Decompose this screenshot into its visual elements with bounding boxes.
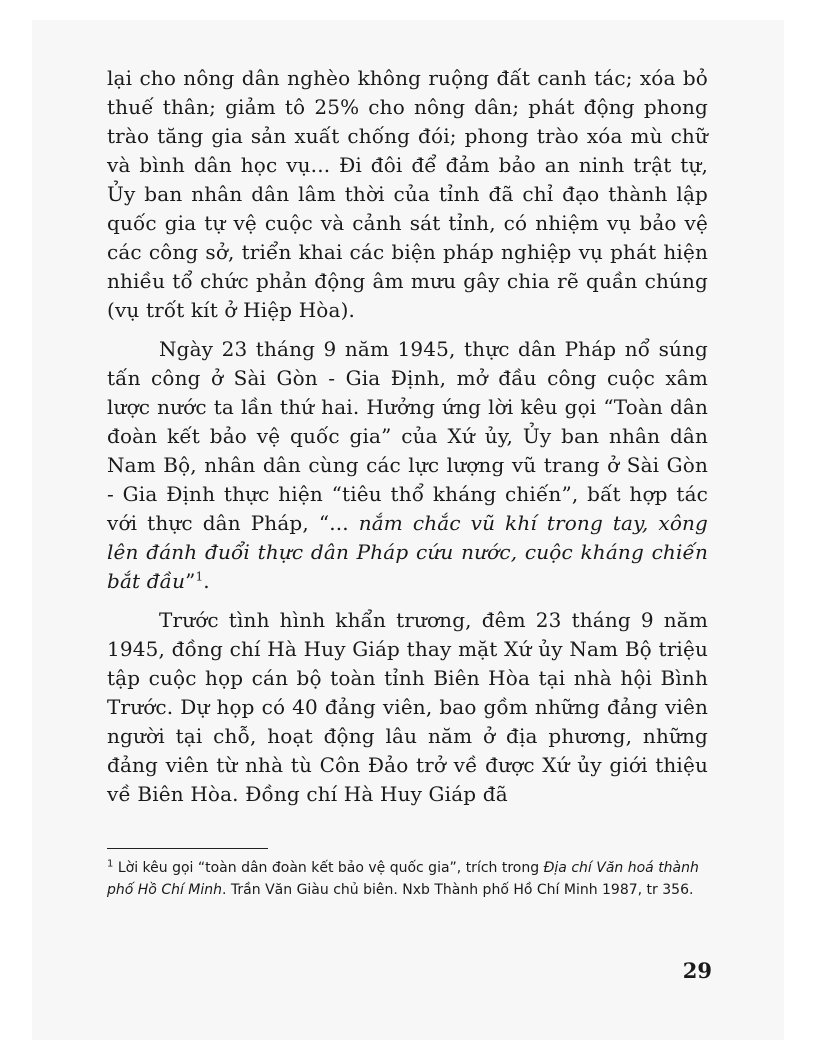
footnote-divider [107,848,268,849]
page-number: 29 [682,958,712,983]
paragraph-2-quote-close: ” [185,569,196,593]
paragraph-2 [107,335,708,596]
paragraph-2-end: . [203,569,210,593]
paragraph-1: lại cho nông dân nghèo không ruộng đất canh tác; xóa bỏ thuế thân; giảm tô 25% cho nông dân; phát động phong trào tăng gia sản xuất chống đói; phong trào xóa mù chữ và bình dân học vụ... Đi đôi để đảm bảo an ninh trật tự, Ủy ban nhân dân lâm thời của tỉnh đã chỉ đạo thành lập quốc gia tự vệ cuộc và cảnh sát tỉnh, có nhiệm vụ bảo vệ các công sở, triển khai các biện pháp nghiệp vụ phát hiện nhiều tổ chức phản động âm mưu gây chia rẽ quần chúng (vụ trốt kít ở Hiệp Hòa). [107,66,708,322]
footnote-tail: . Trần Văn Giàu chủ biên. Nxb Thành phố Hồ Chí Minh 1987, tr 356. [222,882,694,898]
footnote-source: Địa chí Văn hoá thành phố Hồ Chí Minh [107,860,699,898]
footnote-lead: Lời kêu gọi “toàn dân đoàn kết bảo vệ quốc gia”, trích trong [113,860,544,876]
footnote-marker: 1 [107,858,114,870]
paragraph-2-lead: Ngày 23 tháng 9 năm 1945, thực dân Pháp nổ súng tấn công ở Sài Gòn - Gia Định, mở đầu công cuộc xâm lược nước ta lần thứ hai. Hưởng ứng lời kêu gọi “Toàn dân đoàn kết bảo vệ quốc gia” của Xứ ủy, Ủy ban nhân dân Nam Bộ, nhân dân cùng các lực lượng vũ trang ở Sài Gòn - Gia Định thực hiện “tiêu thổ kháng chiến”, bất hợp tác với thực dân Pháp, “... [107,337,708,535]
paragraph-3: Trước tình hình khẩn trương, đêm 23 tháng 9 năm 1945, đồng chí Hà Huy Giáp thay mặt Xứ ủy Nam Bộ triệu tập cuộc họp cán bộ toàn tỉnh Biên Hòa tại nhà hội Bình Trước. Dự họp có 40 đảng viên, bao gồm những đảng viên người tại chỗ, hoạt động lâu năm ở địa phương, những đảng viên từ nhà tù Côn Đảo trở về được Xứ ủy giới thiệu về Biên Hòa. Đồng chí Hà Huy Giáp đã [107,608,708,806]
paragraph-2-quote: nắm chắc vũ khí trong tay, xông lên đánh đuổi thực dân Pháp cứu nước, cuộc kháng chiến bắt đầu [107,511,708,593]
footnote [107,857,708,901]
main-text [107,64,708,819]
footnote-reference[interactable]: 1 [195,569,204,584]
